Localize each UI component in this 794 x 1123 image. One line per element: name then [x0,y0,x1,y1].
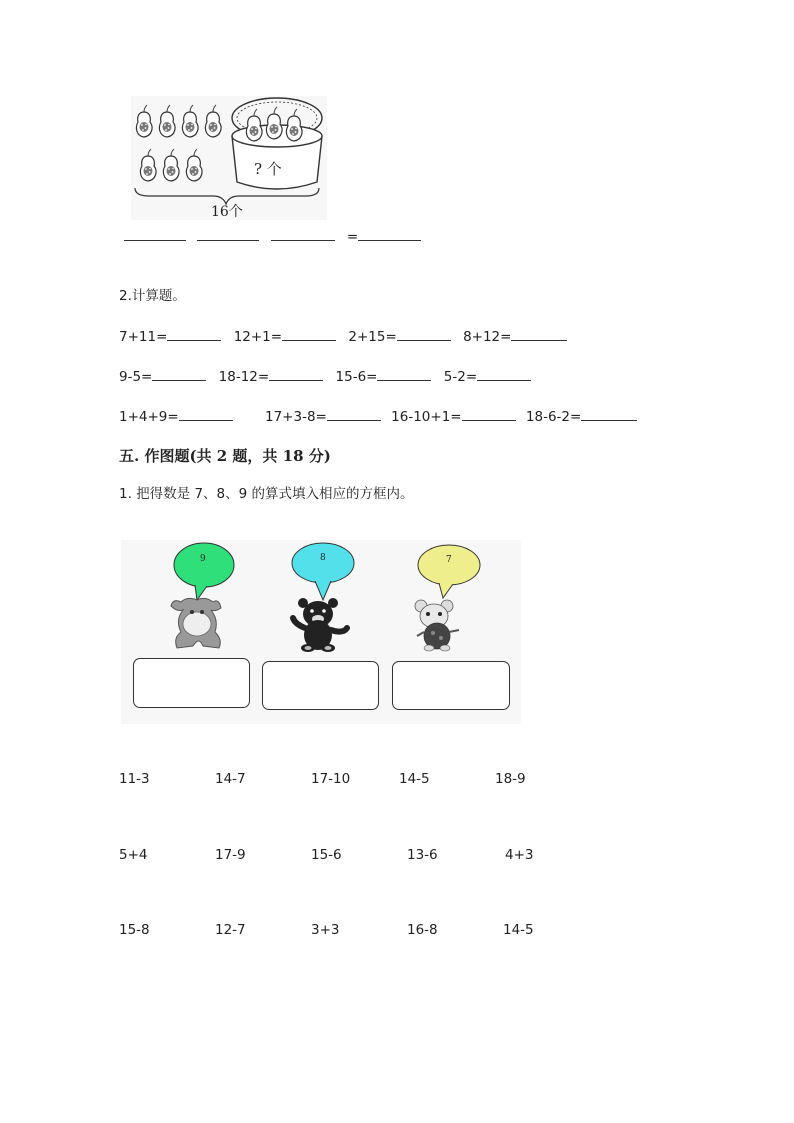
total-count-label: 16个 [211,204,243,220]
equation-blank-row [124,228,421,245]
expression-item[interactable]: 13-6 [407,847,438,863]
answer-blank[interactable] [271,228,335,241]
black-bear-icon [293,598,347,652]
calc-expression: 5-2= [443,369,478,385]
answer-blank[interactable] [477,368,531,381]
section-2-title: 2.计算题。 [119,288,186,304]
expression-item[interactable]: 12-7 [215,922,246,938]
answer-blank[interactable] [581,408,637,421]
answer-blank[interactable] [179,408,233,421]
section-5-heading: 五. 作图题(共 2 题，共 18 分) [119,447,331,465]
pear-icon [186,149,202,181]
expression-item[interactable]: 16-8 [407,922,438,938]
calc-expression: 9-5= [119,369,153,385]
answer-blank[interactable] [358,228,421,241]
calc-expression: 15-6= [335,369,378,385]
answer-blank[interactable] [462,408,516,421]
expression-item[interactable]: 15-6 [311,847,342,863]
pear-icon [182,105,198,137]
equals-sign: = [346,229,359,245]
expression-item[interactable]: 17-10 [311,771,351,787]
calc-row [119,408,637,425]
grey-creature-icon [171,598,221,648]
calc-expression: 7+11= [119,329,168,345]
calc-expression: 12+1= [233,329,283,345]
pear-icon [205,105,221,137]
pear-icon [163,149,179,181]
answer-box-9[interactable] [133,658,250,708]
answer-blank[interactable] [511,328,567,341]
calc-expression: 16-10+1= [391,409,462,425]
expression-item[interactable]: 18-9 [495,771,526,787]
answer-blank[interactable] [327,408,381,421]
answer-blank[interactable] [197,228,259,241]
calc-expression: 18-12= [218,369,270,385]
pear-icon [140,149,156,181]
speech-bubble-9 [174,543,234,600]
basket-unknown-label: ? 个 [254,160,282,178]
expression-item[interactable]: 17-9 [215,847,246,863]
pear-basket-figure [131,96,327,220]
expression-item[interactable]: 14-5 [399,771,430,787]
calc-row [119,328,567,345]
calc-expression: 8+12= [463,329,512,345]
expression-item[interactable]: 15-8 [119,922,150,938]
answer-blank[interactable] [269,368,323,381]
answer-blank[interactable] [377,368,431,381]
calc-expression: 2+15= [348,329,397,345]
speech-bubble-8 [292,543,354,600]
answer-blank[interactable] [282,328,336,341]
answer-blank[interactable] [167,328,221,341]
calc-expression: 17+3-8= [265,409,327,425]
spotted-mouse-icon [415,600,459,651]
answer-blank[interactable] [397,328,451,341]
answer-blank[interactable] [124,228,186,241]
bubble-number: 8 [320,553,326,563]
calc-expression: 1+4+9= [119,409,179,425]
bubble-number: 7 [446,555,452,565]
pear-icon [136,105,152,137]
calc-expression: 18-6-2= [525,409,582,425]
expression-item[interactable]: 5+4 [119,847,148,863]
expression-item[interactable]: 14-7 [215,771,246,787]
expression-item[interactable]: 4+3 [505,847,534,863]
answer-blank[interactable] [152,368,206,381]
expression-item[interactable]: 3+3 [311,922,340,938]
expression-item[interactable]: 11-3 [119,771,150,787]
speech-bubble-7 [418,545,480,598]
answer-box-7[interactable] [392,661,510,710]
answer-box-8[interactable] [262,661,379,710]
calc-row [119,368,531,385]
expression-item[interactable]: 14-5 [503,922,534,938]
bubble-number: 9 [200,554,206,564]
pear-icon [159,105,175,137]
question-text: 1. 把得数是 7、8、9 的算式填入相应的方框内。 [119,486,414,502]
animals-bubbles-figure [121,540,521,724]
